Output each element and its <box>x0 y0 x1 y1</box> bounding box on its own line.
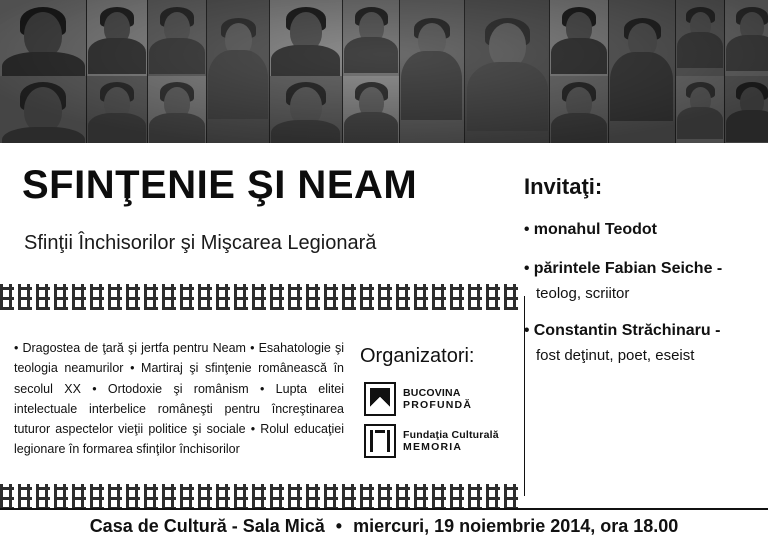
guest-name: monahul Teodot <box>533 221 657 238</box>
guests-title: Invitaţi: <box>524 174 603 199</box>
footer-divider <box>0 508 768 510</box>
guest-name: părintele Fabian Seiche - <box>533 259 723 277</box>
guests-list <box>524 218 760 381</box>
memoria-logo-icon <box>364 424 396 458</box>
footer-venue: Casa de Cultură - Sala Mică <box>89 516 325 536</box>
guest-role: teolog, scriitor <box>536 284 630 302</box>
footer <box>0 516 768 537</box>
guest-name: Constantin Străchinaru - <box>533 321 721 339</box>
guest-item <box>524 218 760 243</box>
topics-text: • Dragostea de ţară şi jertfa pentru Neam • Esahatologie şi teologia neamurilor • Martiraj şi sfinţenie românească în secolul XX • Ortodoxie şi românism • Lupta elitei intelectuale interbelice româneşti pentru încreştinarea tuturor aspectelor vieţii politice şi sociale • Rolul educaţiei legionare în formarea sfinţilor închisorilor <box>14 341 344 457</box>
organizer-2-name <box>403 429 499 454</box>
organizer-2-line1: Fundaţia Culturală <box>403 428 499 441</box>
organizer-1-line2: PROFUNDĂ <box>403 399 473 411</box>
organizer-1-line1: BUCOVINA <box>403 386 461 399</box>
organizer-2-line2: MEMORIA <box>403 441 463 453</box>
photo-strip-vignette <box>0 0 768 143</box>
guest-bullet: • <box>524 259 530 277</box>
footer-separator: • <box>335 516 343 536</box>
guest-item <box>524 257 760 305</box>
guest-role: fost deţinut, poet, eseist <box>536 346 695 364</box>
page-subtitle: Sfinţii Închisorilor şi Mişcarea Legionară <box>24 232 377 254</box>
footer-datetime: miercuri, 19 noiembrie 2014, ora 18.00 <box>353 516 679 536</box>
ornament-band-bottom <box>0 484 520 510</box>
bucovina-logo-icon <box>364 382 396 416</box>
guest-bullet: • <box>524 221 530 238</box>
guest-item <box>524 319 760 367</box>
ornament-band-top <box>0 284 520 310</box>
guest-bullet: • <box>524 321 530 339</box>
organizers-title: Organizatori: <box>360 345 475 367</box>
organizer-logo-fundatia-memoria <box>364 424 499 458</box>
organizer-1-name <box>403 387 472 412</box>
portrait-photo-strip <box>0 0 768 143</box>
organizer-logo-bucovina-profunda <box>364 382 472 416</box>
page-title: SFINŢENIE ŞI NEAM <box>22 163 418 207</box>
